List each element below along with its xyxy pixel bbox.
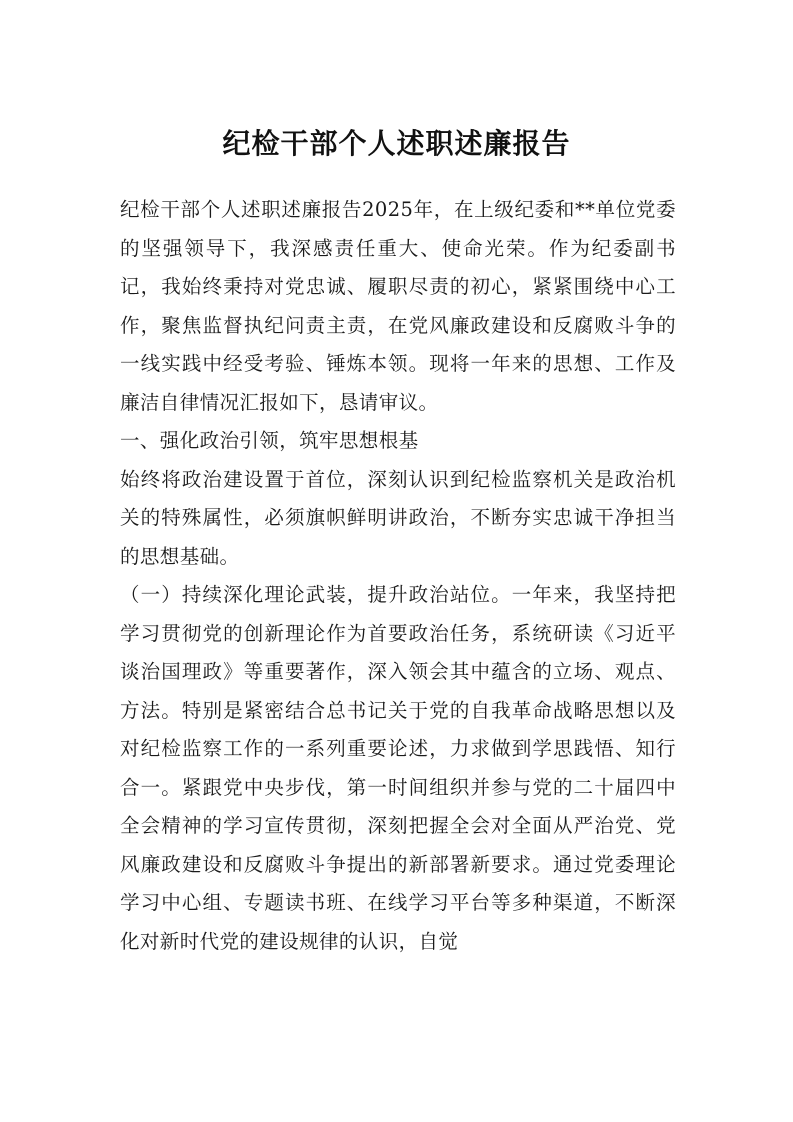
paragraph-intro: 纪检干部个人述职述廉报告2025年，在上级纪委和**单位党委的坚强领导下，我深感责任重大、使命光荣。作为纪委副书记，我始终秉持对党忠诚、履职尽责的初心，紧紧围绕中心工作，聚焦监督执纪问责主责，在党风廉政建设和反腐败斗争的一线实践中经受考验、锤炼本领。现将一年来的思想、工作及廉洁自律情况汇报如下，恳请审议。 bbox=[120, 198, 676, 414]
document-title: 纪检干部个人述职述廉报告 bbox=[222, 127, 571, 160]
paragraph-section-1-summary: 始终将政治建设置于首位，深刻认识到纪检监察机关是政治机关的特殊属性，必须旗帜鲜明讲政治，不断夯实忠诚干净担当的思想基础。 bbox=[120, 467, 676, 568]
document-body bbox=[120, 191, 676, 961]
paragraph-subsection-1: （一）持续深化理论武装，提升政治站位。一年来，我坚持把学习贯彻党的创新理论作为首要政治任务，系统研读《习近平谈治国理政》等重要著作，深入领会其中蕴含的立场、观点、方法。特别是紧密结合总书记关于党的自我革命战略思想以及对纪检监察工作的一系列重要论述，力求做到学思践悟、知行合一。紧跟党中央步伐，第一时间组织并参与党的二十届四中全会精神的学习宣传贯彻，深刻把握全会对全面从严治党、党风廉政建设和反腐败斗争提出的新部署新要求。通过党委理论学习中心组、专题读书班、在线学习平台等多种渠道，不断深化对新时代党的建设规律的认识，自觉 bbox=[120, 583, 676, 953]
section-heading-1: 一、强化政治引领，筑牢思想根基 bbox=[120, 429, 419, 452]
